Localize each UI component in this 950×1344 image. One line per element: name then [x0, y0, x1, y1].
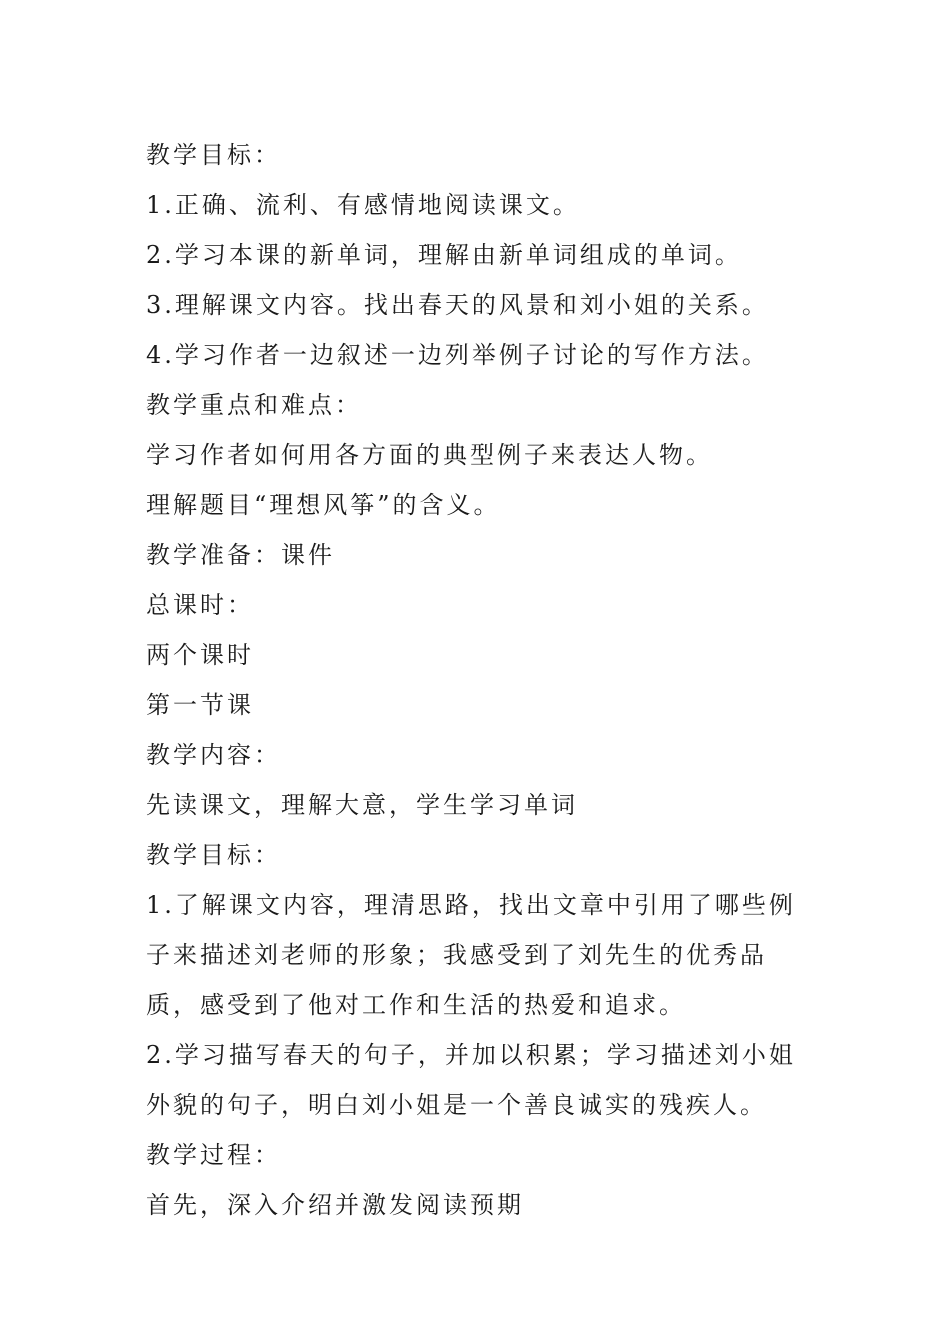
heading-key-points: 教学重点和难点： — [146, 391, 362, 419]
objective-item-3: 3.理解课文内容。找出春天的风景和刘小姐的关系。 — [146, 291, 769, 319]
objective-item-1: 1.正确、流利、有感情地阅读课文。 — [146, 191, 580, 219]
key-point-1: 学习作者如何用各方面的典型例子来表达人物。 — [146, 441, 713, 469]
lesson-one-heading: 第一节课 — [146, 691, 254, 719]
heading-teaching-content: 教学内容： — [146, 741, 281, 769]
lesson-objective-item-1: 1.了解课文内容，理清思路，找出文章中引用了哪些例子来描述刘老师的形象；我感受到了刘先生的优秀品质，感受到了他对工作和生活的热爱和追求。 — [146, 891, 796, 1019]
lesson-objective-item-2: 2.学习描写春天的句子，并加以积累；学习描述刘小姐外貌的句子，明白刘小姐是一个善良诚实的残疾人。 — [146, 1041, 796, 1119]
heading-teaching-process: 教学过程： — [146, 1141, 281, 1169]
heading-teaching-objectives-2: 教学目标： — [146, 841, 281, 869]
document-body — [146, 130, 816, 1230]
objective-item-2: 2.学习本课的新单词，理解由新单词组成的单词。 — [146, 241, 742, 269]
objective-item-4: 4.学习作者一边叙述一边列举例子讨论的写作方法。 — [146, 341, 769, 369]
heading-teaching-objectives: 教学目标： — [146, 141, 281, 169]
teaching-content-text: 先读课文，理解大意，学生学习单词 — [146, 791, 578, 819]
process-step-1: 首先，深入介绍并激发阅读预期 — [146, 1191, 524, 1219]
key-point-2: 理解题目“理想风筝”的含义。 — [146, 491, 501, 519]
teaching-preparation: 教学准备：课件 — [146, 541, 335, 569]
total-periods-value: 两个课时 — [146, 641, 254, 669]
heading-total-periods: 总课时： — [146, 591, 254, 619]
